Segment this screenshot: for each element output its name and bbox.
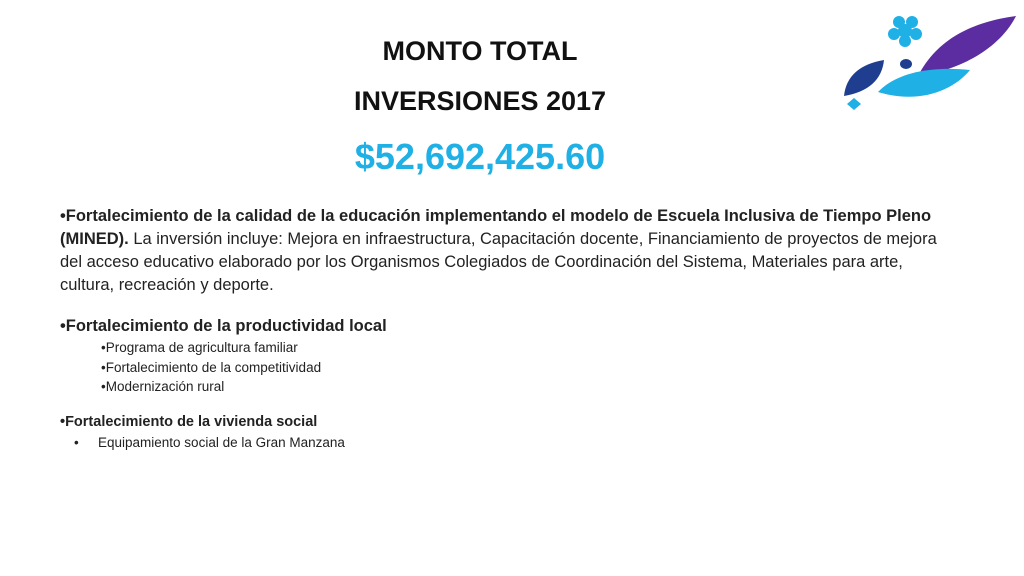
total-amount: $52,692,425.60: [354, 136, 606, 177]
title-line-2: INVERSIONES 2017: [353, 86, 607, 116]
list-item: •Modernización rural: [101, 379, 225, 394]
list-item-text: Equipamiento social de la Gran Manzana: [98, 434, 345, 450]
bullet: •: [74, 434, 79, 450]
list-item: [60, 433, 960, 453]
decorative-leaves-logo-icon: [842, 14, 1022, 114]
body-content: [60, 205, 960, 452]
section-productivity-heading: •Fortalecimiento de la productividad local: [60, 317, 387, 335]
section-education-heading: •Fortalecimiento de la calidad de la educación implementando el modelo de Escuela Inclusiva de Tiempo Pleno (MINED).: [60, 207, 932, 248]
section-housing-heading: •Fortalecimiento de la vivienda social: [60, 413, 318, 430]
section-education-description: La inversión incluye: Mejora en infraestructura, Capacitación docente, Financiamiento de proyectos de mejora del acceso educativo elaborado por los Organismos Colegiados de Coordinación del Sistema, Materiales para arte, cultura, recreación y deporte.: [60, 230, 937, 294]
list-item: •Programa de agricultura familiar: [101, 340, 298, 355]
section-education: [60, 205, 960, 297]
title-line-1: MONTO TOTAL: [382, 36, 578, 66]
list-item: •Fortalecimiento de la competitividad: [101, 359, 322, 375]
